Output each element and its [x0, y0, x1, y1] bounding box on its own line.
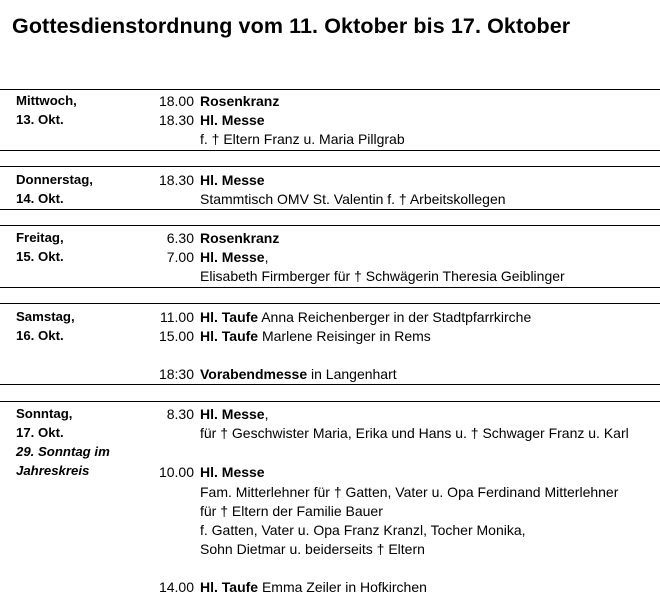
entry-title: Hl. Messe [200, 112, 265, 128]
day-name: Mittwoch, [16, 93, 77, 108]
entry-title: Hl. Messe [200, 249, 265, 265]
divider [0, 287, 660, 288]
day-name: Samstag, [16, 309, 75, 324]
day-date: 13. Okt. [16, 112, 64, 127]
entry-title: Hl. Taufe [200, 579, 259, 595]
entry-line [200, 230, 279, 246]
divider [0, 303, 660, 304]
entry-line [200, 541, 425, 557]
entry-line [200, 464, 265, 480]
entry-line [200, 93, 279, 109]
divider [0, 401, 660, 402]
entry-text: Emma Zeiler in Hofkirchen [258, 579, 427, 595]
entry-line [200, 309, 531, 325]
entry-time: 14.00 [158, 579, 194, 595]
entry-text: Stammtisch OMV St. Valentin f. † Arbeitskollegen [200, 191, 506, 207]
entry-text: Anna Reichenberger in der Stadtpfarrkirche [258, 309, 532, 325]
entry-title: Rosenkranz [200, 93, 280, 109]
entry-text: Sohn Dietmar u. beiderseits † Eltern [200, 541, 425, 557]
entry-line [200, 172, 265, 188]
entry-text: , [264, 249, 269, 265]
entry-line [200, 112, 265, 128]
entry-title: Hl. Taufe [200, 309, 259, 325]
entry-line [200, 131, 405, 147]
entry-text: , [264, 406, 269, 422]
entry-time: 18:30 [158, 366, 194, 382]
entry-time: 8.30 [166, 406, 194, 422]
entry-line [200, 484, 618, 500]
entry-title: Hl. Messe [200, 172, 265, 188]
entry-line [200, 249, 268, 265]
divider [0, 225, 660, 226]
entry-time: 18.30 [158, 112, 194, 128]
entry-line [200, 366, 397, 382]
liturgical-note: 29. Sonntag im [16, 444, 110, 459]
divider [0, 166, 660, 167]
entry-title: Hl. Messe [200, 464, 265, 480]
day-date: 16. Okt. [16, 328, 64, 343]
entry-text: für † Eltern der Familie Bauer [200, 503, 383, 519]
divider [0, 384, 660, 385]
entry-title: Rosenkranz [200, 230, 280, 246]
entry-time: 10.00 [158, 464, 194, 480]
divider [0, 89, 660, 90]
entry-time: 6.30 [166, 230, 194, 246]
entry-line [200, 268, 565, 284]
entry-line [200, 406, 268, 422]
entry-text: für † Geschwister Maria, Erika und Hans u. † Schwager Franz u. Karl [200, 425, 629, 441]
entry-line [200, 328, 431, 344]
entry-text: f. Gatten, Vater u. Opa Franz Kranzl, Tocher Monika, [200, 522, 526, 538]
day-name: Freitag, [16, 230, 64, 245]
liturgical-note: Jahreskreis [16, 463, 90, 478]
entry-title: Hl. Messe [200, 406, 265, 422]
entry-line [200, 425, 629, 441]
entry-text: in Langenhart [307, 366, 397, 382]
entry-title: Hl. Taufe [200, 328, 259, 344]
entry-text: Fam. Mitterlehner für † Gatten, Vater u. Opa Ferdinand Mitterlehner [200, 484, 619, 500]
day-name: Sonntag, [16, 406, 73, 421]
entry-time: 11.00 [160, 309, 194, 325]
entry-text: f. † Eltern Franz u. Maria Pillgrab [200, 131, 405, 147]
divider [0, 209, 660, 210]
entry-text: Elisabeth Firmberger für † Schwägerin Theresia Geiblinger [200, 268, 565, 284]
day-date: 17. Okt. [16, 425, 64, 440]
entry-time: 15.00 [158, 328, 194, 344]
entry-text: Marlene Reisinger in Rems [258, 328, 431, 344]
entry-time: 18.00 [158, 93, 194, 109]
day-date: 14. Okt. [16, 191, 64, 206]
divider [0, 150, 660, 151]
entry-line [200, 522, 526, 538]
entry-line [200, 191, 506, 207]
entry-line [200, 503, 383, 519]
entry-time: 18.30 [158, 172, 194, 188]
page-title: Gottesdienstordnung vom 11. Oktober bis 17. Oktober [12, 14, 571, 38]
entry-title: Vorabendmesse [200, 366, 308, 382]
day-date: 15. Okt. [16, 249, 64, 264]
entry-time: 7.00 [166, 249, 194, 265]
entry-line [200, 579, 427, 595]
day-name: Donnerstag, [16, 172, 93, 187]
